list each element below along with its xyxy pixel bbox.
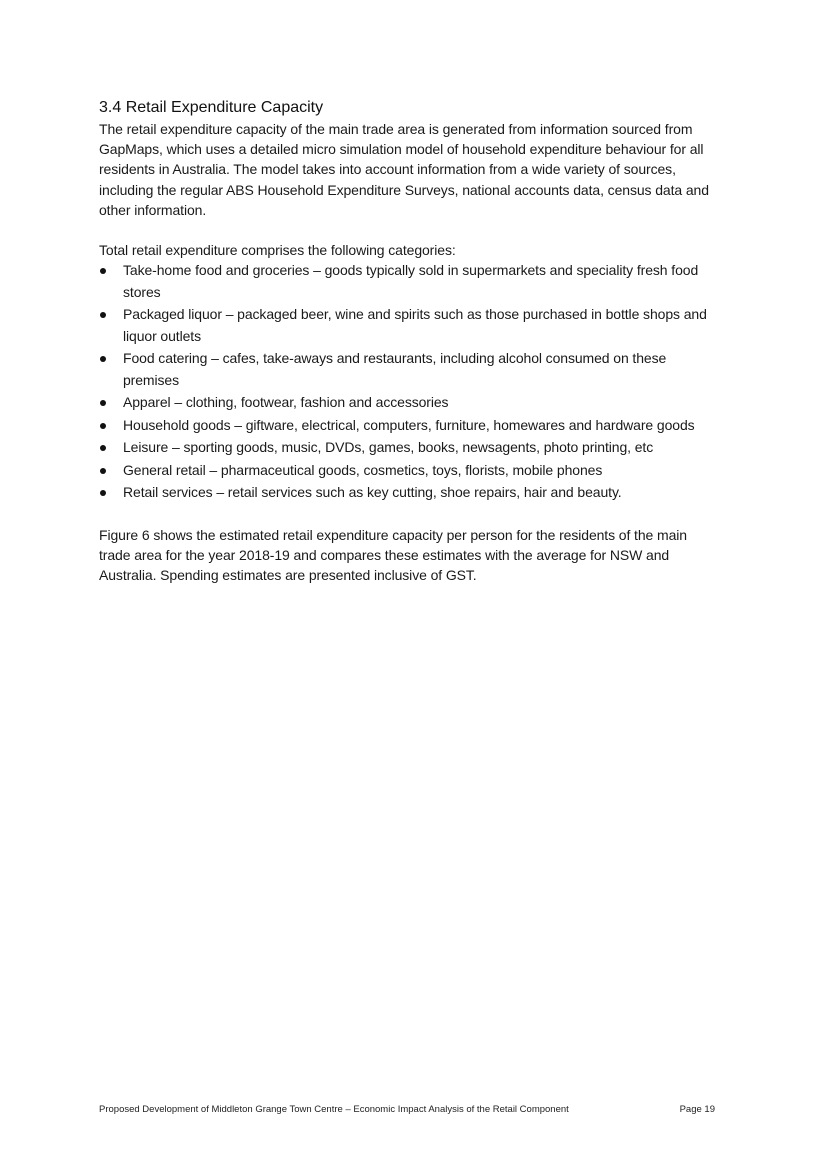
paragraph-spacer [99, 505, 719, 525]
list-item-text: Packaged liquor – packaged beer, wine and spirits such as those purchased in bottle shops and liquor outlets [123, 306, 707, 344]
list-item-text: Retail services – retail services such as key cutting, shoe repairs, hair and beauty. [123, 484, 622, 501]
list-item-text: Leisure – sporting goods, music, DVDs, games, books, newsagents, photo printing, etc [123, 439, 654, 456]
list-item [99, 260, 719, 303]
bullet-icon [100, 356, 106, 362]
bullet-icon [100, 490, 106, 496]
footer-document-title: Proposed Development of Middleton Grange Town Centre – Economic Impact Analysis of the Retail Component [99, 1104, 569, 1115]
list-item [99, 482, 719, 504]
closing-paragraph: Figure 6 shows the estimated retail expenditure capacity per person for the residents of the main trade area for the year 2018-19 and compares these estimates with the average for NSW and Australia. Spending estimates are presented inclusive of GST. [99, 526, 687, 584]
bullet-icon [100, 312, 106, 318]
section-heading: 3.4 Retail Expenditure Capacity [99, 99, 324, 116]
list-item-text: Household goods – giftware, electrical, computers, furniture, homewares and hardware goods [123, 416, 695, 433]
list-item-text: Apparel – clothing, footwear, fashion and accessories [123, 394, 449, 411]
list-item-text: Take-home food and groceries – goods typically sold in supermarkets and speciality fresh food stores [123, 262, 699, 300]
categories-list [99, 260, 719, 504]
bullet-icon [100, 400, 106, 406]
bullet-icon [100, 268, 106, 274]
list-item [99, 304, 719, 347]
bullet-icon [100, 423, 106, 429]
footer-page-number: Page 19 [679, 1104, 715, 1115]
list-item-text: Food catering – cafes, take-aways and restaurants, including alcohol consumed on these premises [123, 350, 667, 388]
list-item [99, 437, 719, 459]
list-item [99, 392, 719, 414]
intro-paragraph: The retail expenditure capacity of the main trade area is generated from information sourced from GapMaps, which uses a detailed micro simulation model of household expenditure behaviour for all residents in Australia. The model takes into account information from a wide variety of sources, including the regular ABS Household Expenditure Surveys, national accounts data, census data and other information. [99, 121, 709, 218]
list-item-text: General retail – pharmaceutical goods, cosmetics, toys, florists, mobile phones [123, 461, 603, 478]
page-content [99, 98, 719, 585]
bullet-icon [100, 445, 106, 451]
list-item [99, 415, 719, 437]
bullet-icon [100, 468, 106, 474]
list-item [99, 348, 719, 391]
categories-lead: Total retail expenditure comprises the following categories: [99, 242, 456, 259]
list-item [99, 460, 719, 482]
paragraph-spacer [99, 220, 719, 240]
